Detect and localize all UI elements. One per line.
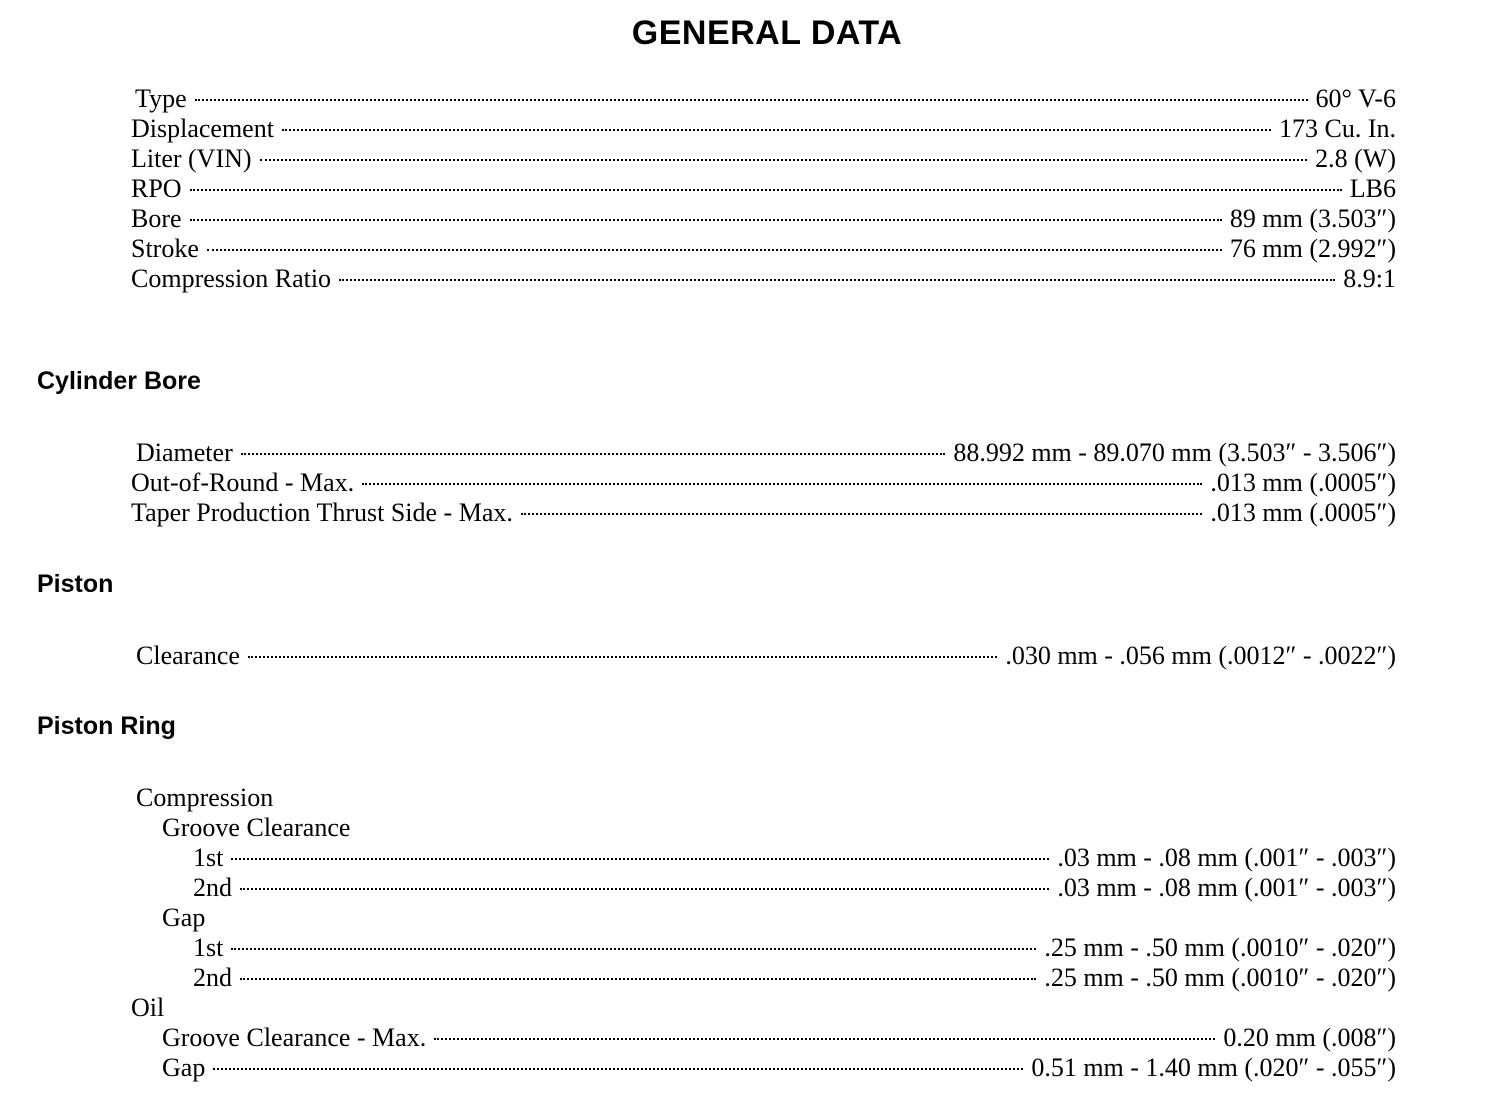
page-title: GENERAL DATA (631, 14, 903, 52)
dot-leader (231, 948, 1036, 950)
spec-row-compression-ratio (131, 264, 1396, 294)
spec-label: 1st (193, 843, 224, 872)
spec-value: .03 mm - .08 mm (.001″ - .003″) (1057, 843, 1396, 872)
spec-value: 60° V-6 (1315, 84, 1396, 113)
spec-row-oil-gap (162, 1053, 1396, 1083)
dot-leader (240, 978, 1036, 980)
spec-row-bore (131, 204, 1396, 234)
spec-label: Clearance (136, 641, 240, 670)
dot-leader (521, 513, 1203, 515)
spec-row-clearance (136, 641, 1396, 671)
dot-leader (241, 453, 946, 455)
spec-label: Taper Production Thrust Side - Max. (131, 498, 513, 527)
dot-leader (282, 129, 1271, 131)
dot-leader (339, 279, 1335, 281)
spec-row-displacement (131, 114, 1396, 144)
spec-value: 89 mm (3.503″) (1229, 204, 1396, 233)
dot-leader (207, 249, 1222, 251)
spec-value: 88.992 mm - 89.070 mm (3.503″ - 3.506″) (953, 438, 1396, 467)
spec-row-taper (131, 498, 1396, 528)
spec-label: 1st (193, 933, 224, 962)
spec-row-oil-groove-clearance (162, 1023, 1396, 1053)
spec-row-gap-2nd (193, 963, 1396, 993)
spec-row-stroke (131, 234, 1396, 264)
spec-label: Type (135, 84, 187, 113)
spec-value: 8.9:1 (1343, 264, 1396, 293)
spec-label: Displacement (131, 114, 274, 143)
subheading-oil: Oil (131, 993, 165, 1022)
spec-label: 2nd (193, 963, 232, 992)
dot-leader (190, 189, 1342, 191)
spec-label: Diameter (136, 438, 233, 467)
spec-label: Liter (VIN) (131, 144, 252, 173)
spec-value: .013 mm (.0005″) (1210, 498, 1396, 527)
dot-leader (195, 99, 1308, 101)
section-heading-cylinder-bore: Cylinder Bore (37, 367, 201, 395)
dot-leader (434, 1038, 1215, 1040)
spec-label: Out-of-Round - Max. (131, 468, 355, 497)
spec-value: 76 mm (2.992″) (1229, 234, 1396, 263)
spec-value: 0.20 mm (.008″) (1223, 1023, 1396, 1052)
spec-label: Gap (162, 1053, 206, 1082)
spec-value: .030 mm - .056 mm (.0012″ - .0022″) (1005, 641, 1396, 670)
spec-label: 2nd (193, 873, 232, 902)
subheading-compression: Compression (136, 783, 274, 812)
spec-value: 0.51 mm - 1.40 mm (.020″ - .055″) (1031, 1053, 1396, 1082)
spec-label: Bore (131, 204, 182, 233)
spec-value: 2.8 (W) (1315, 144, 1396, 173)
spec-label: Compression Ratio (131, 264, 332, 293)
spec-label: Groove Clearance - Max. (162, 1023, 427, 1052)
spec-value: LB6 (1349, 174, 1396, 203)
spec-value: .03 mm - .08 mm (.001″ - .003″) (1057, 873, 1396, 902)
dot-leader (240, 888, 1049, 890)
section-heading-piston-ring: Piston Ring (37, 712, 176, 740)
spec-row-liter (131, 144, 1396, 174)
spec-value: .013 mm (.0005″) (1210, 468, 1396, 497)
spec-row-gap-1st (193, 933, 1396, 963)
spec-row-rpo (131, 174, 1396, 204)
spec-label: RPO (131, 174, 182, 203)
spec-value: .25 mm - .50 mm (.0010″ - .020″) (1044, 963, 1396, 992)
dot-leader (190, 219, 1222, 221)
spec-label: Stroke (131, 234, 199, 263)
spec-row-groove-2nd (193, 873, 1396, 903)
subheading-gap: Gap (162, 903, 206, 932)
spec-row-type (135, 84, 1396, 114)
spec-row-out-of-round (131, 468, 1396, 498)
dot-leader (231, 858, 1049, 860)
spec-value: .25 mm - .50 mm (.0010″ - .020″) (1044, 933, 1396, 962)
dot-leader (248, 656, 997, 658)
dot-leader (362, 483, 1202, 485)
spec-row-diameter (136, 438, 1396, 468)
spec-row-groove-1st (193, 843, 1396, 873)
dot-leader (213, 1068, 1023, 1070)
section-heading-piston: Piston (37, 570, 114, 598)
subheading-groove-clearance: Groove Clearance (162, 813, 351, 842)
dot-leader (260, 159, 1308, 161)
spec-value: 173 Cu. In. (1279, 114, 1396, 143)
